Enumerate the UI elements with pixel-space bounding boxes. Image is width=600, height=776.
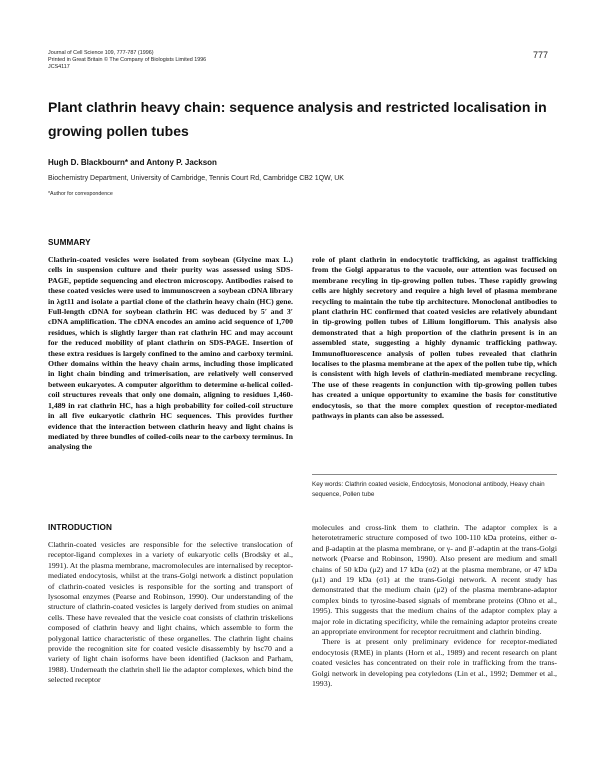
- keywords: Key words: Clathrin coated vesicle, Endocytosis, Monoclonal antibody, Heavy chain sequence, Pollen tube: [312, 481, 545, 498]
- summary-left-text: Clathrin-coated vesicles were isolated from soybean (Glycine max L.) cells in suspension culture and their purity was assessed using SDS-PAGE, peptide sequencing and electron microscopy. Antibodies raised to these coated vesicles were used to immunoscreen a soybean cDNA library in λgt11 and isolate a partial clone of the clathrin heavy chain (HC) gene. Full-length cDNA for soybean clathrin HC was deduced by 5′ and 3′ cDNA amplification. The cDNA encodes an amino acid sequence of 1,700 residues, which is slightly larger than rat clathrin HC and may account for the reduced mobility of plant clathrin on SDS-PAGE. Insertion of these extra residues is largely confined to the amino and carboxy termini. Other domains within the heavy chain arms, including those implicated in light chain binding and trimerisation, are relatively well conserved between eukaryotes. A computer algorithm to determine α-helical coiled-coil structures reveals that only one domain, aligning to residues 1,460-1,489 in rat clathrin HC, has a high probability for coiled-coil structure in all five eukaryotic clathrin HC sequences. This provides further evidence that the interaction between clathrin heavy and light chains is mediated by three bundles of coiled-coils near to the carboxy terminus. In analysing the: [48, 255, 293, 452]
- intro-right-text-1: molecules and cross-link them to clathrin. The adaptor complex is a heterotetrameric structure composed of two 100-110 kDa proteins, either α- and β-adaptin at the plasma membrane, or γ- and β′-adaptin at the trans-Golgi network (Pearse and Robinson, 1990). Also present are medium and small chains of 50 kDa (μ2) and 17 kDa (σ2) at the plasma membrane, or 47 kDa (μ1) and 19 kDa (σ1) at the trans-Golgi network. A recent study has demonstrated that the medium chain (μ2) of the plasma membrane-adaptor complex binds to tyrosine-based signals of membrane proteins (Ohno et al., 1995). This suggests that the medium chains of the adaptor complex play a major role in dictating specificity, while the remaining adaptor proteins create an appropriate environment for receptor recruitment and clathrin binding.: [312, 523, 557, 637]
- page-number: 777: [532, 50, 548, 60]
- journal-line: JCS4117: [48, 64, 70, 71]
- intro-right-text-2: There is at present only preliminary evidence for receptor-mediated endocytosis (RME) in plants (Horn et al., 1989) and recent research on plant coated vesicles has concentrated on their role in trafficking from the trans-Golgi network in developing pea cotyledons (Lin et al., 1992; Demmer et al., 1993).: [312, 637, 557, 689]
- summary-right-column: [312, 255, 557, 422]
- introduction-heading: INTRODUCTION: [48, 523, 112, 532]
- intro-left-column: [48, 540, 293, 686]
- intro-left-text: Clathrin-coated vesicles are responsible for the selective translocation of receptor-ligand complexes in a variety of eukaryotic cells (Brodsky et al., 1991). At the plasma membrane, macromolecules are internalised by receptor-mediated endocytosis, whilst at the trans-Golgi network a distinct population of clathrin-coated vesicles is responsible for the sorting and transport of lysosomal enzymes (Pearse and Robinson, 1990). Our understanding of the structure of clathrin-coated vesicles is largely derived from studies on animal cells. These have revealed that the vesicle coat consists of clathrin triskelions composed of clathrin heavy and light chains, which assemble to form the polygonal lattice characteristic of these organelles. The clathrin light chains provide the recognition site for coated vesicle disassembly by hsc70 and a variety of light chain isoforms have been identified (Jackson and Parham, 1988). Underneath the clathrin shell lie the adaptor complexes, which bind the selected receptor: [48, 540, 293, 685]
- affiliation: Biochemistry Department, University of Cambridge, Tennis Court Rd, Cambridge CB2 1QW, UK: [48, 175, 344, 182]
- keywords-divider: [312, 474, 557, 475]
- journal-line: Printed in Great Britain © The Company of Biologists Limited 1996: [48, 57, 207, 64]
- summary-right-text: role of plant clathrin in endocytotic trafficking, as against trafficking from the Golgi apparatus to the vacuole, our attention was focused on membrane recyling in tip-growing pollen tubes. These rapidly growing cells are highly secretory and require a high level of plasma membrane recycling to maintain the tube tip architecture. Monoclonal antibodies to plant clathrin HC confirmed that coated vesicles are relatively abundant in tip-growing pollen tubes of Lilium longiflorum. This analysis also demonstrated that a high proportion of the clathrin present is in an assembled state, suggesting a highly dynamic trafficking pathway. Immunofluorescence analysis of pollen tubes revealed that clathrin localises to the plasma membrane at the apex of the pollen tube tip, which is consistent with high levels of clathrin-mediated membrane recycling. The use of these reagents in conjunction with tip-growing pollen tubes has created a unique opportunity to examine the basis for constitutive endocytosis, so that the more complex question of receptor-mediated pathways in plants can also be assessed.: [312, 255, 557, 421]
- authors: Hugh D. Blackbourn* and Antony P. Jackson: [48, 158, 217, 167]
- paper-title: Plant clathrin heavy chain: sequence analysis and restricted localisation in growing pollen tubes: [48, 99, 547, 139]
- summary-heading: SUMMARY: [48, 238, 91, 247]
- journal-info: [48, 50, 348, 72]
- intro-right-column: [312, 523, 557, 690]
- journal-line: Journal of Cell Science 109, 777-787 (1996): [48, 50, 154, 56]
- summary-left-column: [48, 255, 293, 453]
- correspondence-note: *Author for correspondence: [48, 191, 113, 197]
